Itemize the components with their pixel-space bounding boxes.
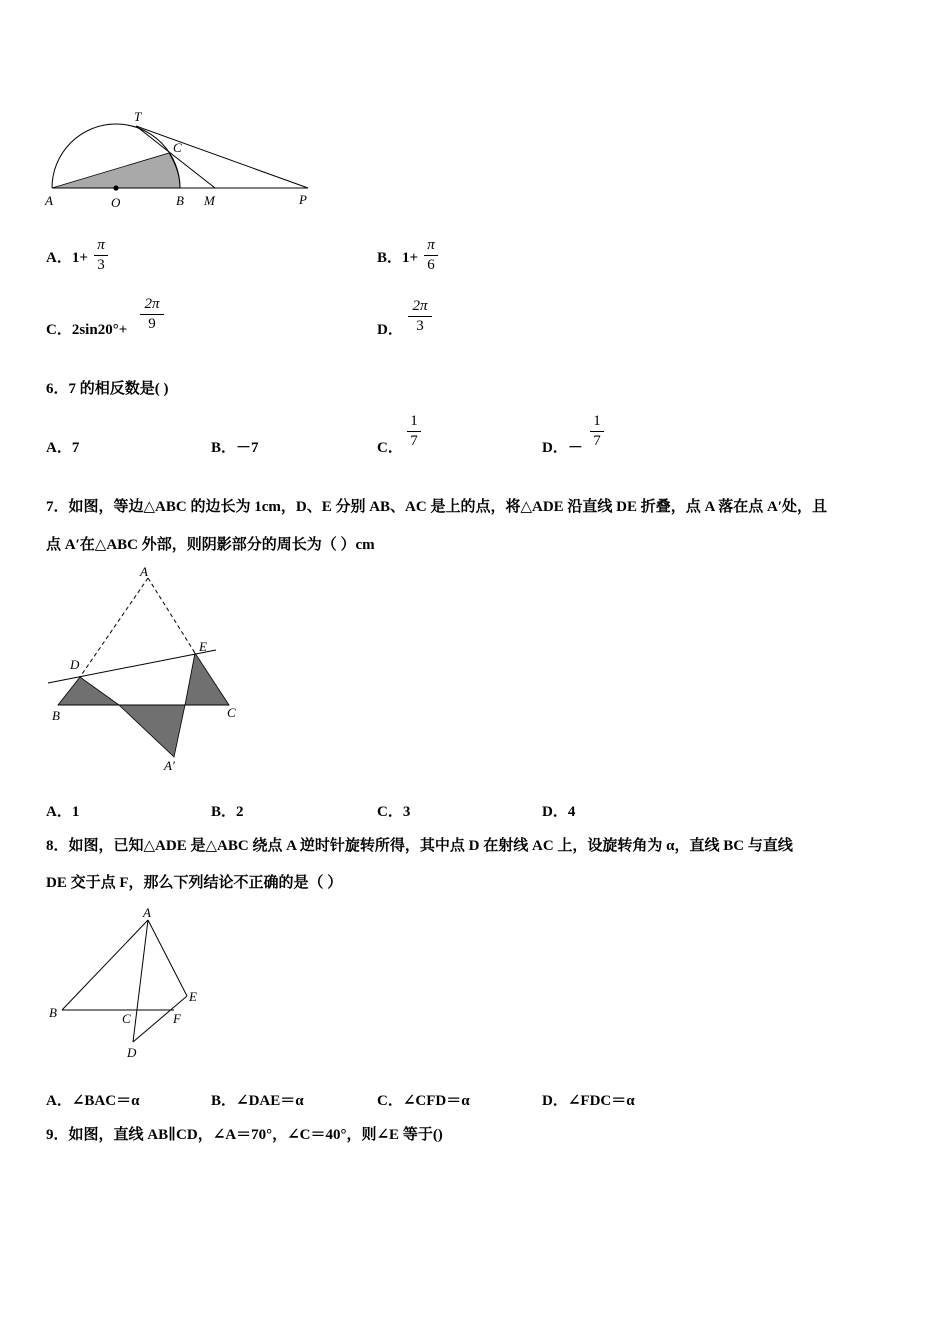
label-b: B — [52, 708, 60, 723]
label-a: A — [140, 564, 148, 579]
label-c: C — [173, 140, 182, 155]
numerator: 2π — [412, 298, 428, 314]
q8-option-a: A．∠BAC＝α — [46, 1093, 140, 1109]
label-b: B — [49, 1005, 57, 1020]
q6-option-c: C． — [377, 440, 403, 456]
option-prefix: 1+ — [402, 250, 419, 266]
q7-option-a: A．1 — [46, 804, 80, 820]
option-prefix: 2sin20°+ — [71, 322, 128, 338]
numerator: π — [97, 237, 105, 253]
q5-option-b — [377, 249, 418, 267]
shaded-left-triangle — [58, 677, 119, 705]
center-point — [113, 185, 118, 190]
q7-option-c: C．3 — [377, 804, 411, 820]
q6-option-b: B．－7 — [211, 440, 259, 456]
label-f: F — [173, 1011, 181, 1026]
denominator: 3 — [416, 318, 424, 334]
label-a: A — [45, 193, 53, 208]
shaded-bottom-triangle — [119, 705, 185, 757]
option-letter: B． — [377, 250, 403, 266]
option-letter: A． — [46, 250, 72, 266]
q8-option-d: D．∠FDC＝α — [542, 1093, 635, 1109]
q8-option-b: B．∠DAE＝α — [211, 1093, 304, 1109]
q8-stem-line1: 8．如图，已知△ADE 是△ABC 绕点 A 逆时针旋转所得，其中点 D 在射线 AC 上，设旋转角为 α，直线 BC 与直线 — [46, 838, 793, 854]
q7-stem-line2: 点 A′在△ABC 外部，则阴影部分的周长为（ ）cm — [46, 537, 375, 553]
dashed-ad — [80, 578, 148, 677]
label-e: E — [189, 989, 197, 1004]
q6-option-a: A．7 — [46, 440, 80, 456]
denominator: 7 — [410, 433, 418, 449]
label-d: D — [127, 1045, 137, 1060]
denominator: 3 — [97, 257, 105, 273]
q5-a-fraction — [94, 237, 108, 274]
q5-d-fraction — [408, 298, 432, 335]
q8-stem-line2: DE 交于点 F，那么下列结论不正确的是（ ） — [46, 875, 343, 891]
q6-option-d: D．－ — [542, 440, 583, 456]
option-letter: D． — [377, 322, 403, 338]
numerator: 2π — [144, 296, 160, 312]
label-b: B — [176, 193, 184, 208]
denominator: 6 — [427, 257, 435, 273]
q6-stem: 6．7 的相反数是( ) — [46, 381, 169, 397]
figure-semicircle-tangent — [40, 105, 320, 215]
numerator: 1 — [410, 413, 418, 429]
label-a: A — [143, 905, 151, 920]
dashed-ae — [148, 578, 195, 653]
shaded-right-triangle — [185, 653, 229, 705]
figure-rotated-triangle — [40, 900, 220, 1065]
label-a-prime: A′ — [164, 758, 175, 773]
q5-b-fraction — [424, 237, 438, 274]
option-letter: C． — [46, 322, 72, 338]
q5-option-a — [46, 249, 88, 267]
line-ad — [133, 920, 148, 1042]
q7-option-b: B．2 — [211, 804, 244, 820]
q5-option-d — [377, 321, 403, 339]
label-p: P — [299, 192, 307, 207]
option-prefix: 1+ — [71, 250, 88, 266]
figure-folded-triangle — [40, 560, 250, 775]
q9-stem: 9．如图，直线 AB∥CD，∠A＝70°，∠C＝40°，则∠E 等于() — [46, 1127, 443, 1143]
q8-option-c: C．∠CFD＝α — [377, 1093, 470, 1109]
label-c: C — [122, 1011, 131, 1026]
q6-c-fraction — [407, 413, 421, 450]
line-ab — [62, 920, 148, 1010]
numerator: 1 — [593, 413, 601, 429]
numerator: π — [427, 237, 435, 253]
line-ae — [148, 920, 187, 996]
label-d: D — [70, 657, 80, 672]
label-c: C — [227, 705, 236, 720]
q7-stem-line1: 7．如图，等边△ABC 的边长为 1cm，D、E 分别 AB、AC 是上的点，将△ADE 沿直线 DE 折叠，点 A 落在点 A′处，且 — [46, 499, 828, 515]
denominator: 7 — [593, 433, 601, 449]
shaded-region — [52, 153, 180, 188]
denominator: 9 — [148, 316, 156, 332]
q5-c-fraction — [140, 296, 164, 333]
label-m: M — [204, 193, 215, 208]
q7-option-d: D．4 — [542, 804, 576, 820]
q5-option-c — [46, 321, 127, 339]
label-t: T — [134, 109, 142, 124]
label-e: E — [199, 639, 207, 654]
q6-d-fraction — [590, 413, 604, 450]
label-o: O — [111, 195, 121, 210]
